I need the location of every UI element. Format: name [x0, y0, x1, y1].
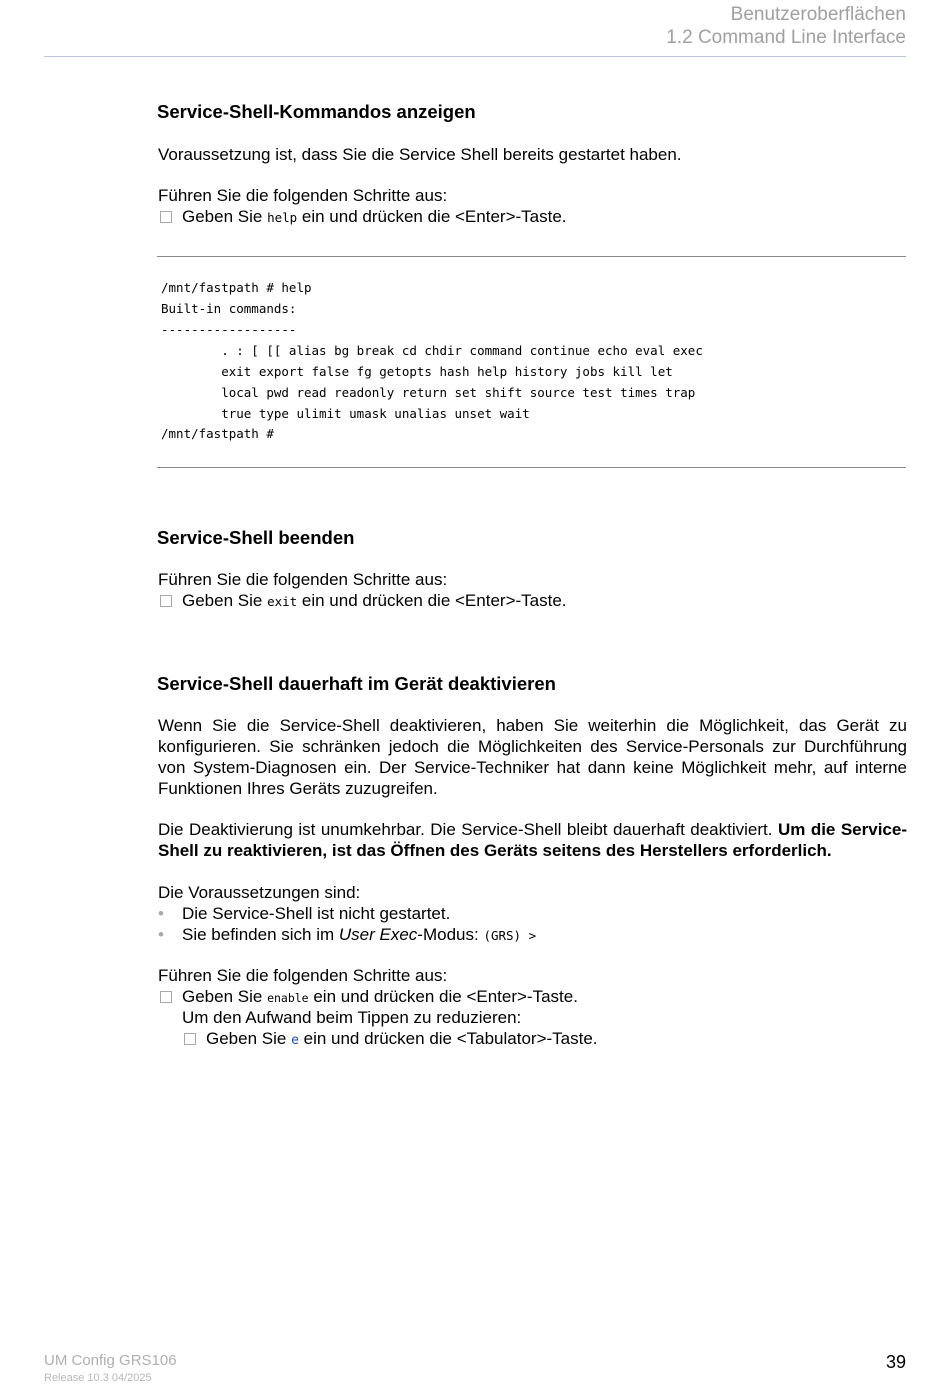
code-line: Built-in commands: [161, 301, 297, 316]
section-heading-exit-shell: Service-Shell beenden [157, 527, 355, 548]
header-section: 1.2 Command Line Interface [666, 27, 906, 48]
section2-step-1: Geben Sie exit ein und drücken die <Enter>-Taste. [158, 590, 567, 612]
code-line: exit export false fg getopts hash help history jobs kill let [161, 364, 673, 379]
code-bottom-rule [157, 467, 906, 468]
section3-steps-intro: Führen Sie die folgenden Schritte aus: [158, 966, 448, 985]
checkbox-icon [160, 991, 172, 1003]
section1-intro: Voraussetzung ist, dass Sie die Service Shell bereits gestartet haben. [158, 145, 682, 164]
code-line: ------------------ [161, 322, 297, 337]
warning-text: Um die Service-Shell zu reaktivieren, ist das Öffnen des Geräts seitens des Herstellers erforderlich. [158, 820, 907, 860]
inline-code: exit [267, 594, 298, 609]
section3-para1: Wenn Sie die Service-Shell deaktivieren, haben Sie weiterhin die Möglichkeit, das Gerät zu konfigurieren. Sie schränken jedoch die Möglichkeiten des Service-Personals zur Durchführung von System-Diagnosen ein. Der Service-Techniker hat dann keine Möglichkeit mehr, auf interne Funktionen Ihres Geräts zuzugreifen. [158, 716, 907, 798]
code-line: local pwd read readonly return set shift source test times trap [161, 385, 696, 400]
section2-steps-intro: Führen Sie die folgenden Schritte aus: [158, 570, 448, 589]
section3-sub-step: Geben Sie e ein und drücken die <Tabulator>-Taste. [182, 1028, 598, 1051]
code-line: true type ulimit umask unalias unset wait [161, 406, 530, 421]
page-number: 39 [885, 1352, 906, 1372]
bullet-icon: • [158, 904, 164, 923]
header-divider [44, 56, 906, 57]
footer-doc-title: UM Config GRS106 [44, 1352, 177, 1369]
inline-code: help [267, 210, 298, 225]
section-heading-show-commands: Service-Shell-Kommandos anzeigen [157, 101, 476, 122]
checkbox-icon [160, 211, 172, 223]
bullet-icon: • [158, 925, 164, 944]
inline-code: (GRS) > [483, 928, 537, 943]
code-line: /mnt/fastpath # [161, 426, 274, 441]
inline-code: enable [267, 991, 309, 1005]
code-line: /mnt/fastpath # help [161, 280, 312, 295]
inline-code: e [291, 1033, 299, 1048]
code-top-rule [157, 256, 906, 257]
section3-prereq-intro: Die Voraussetzungen sind: [158, 883, 361, 902]
checkbox-icon [184, 1033, 196, 1045]
code-line: . : [ [[ alias bg break cd chdir command continue echo eval exec [161, 343, 703, 358]
footer-release: Release 10.3 04/2025 [44, 1372, 152, 1384]
prereq-bullet-2: • Sie befinden sich im User Exec-Modus: (GRS) > [158, 925, 537, 944]
section-heading-disable-shell: Service-Shell dauerhaft im Gerät deaktivieren [157, 673, 556, 694]
header-chapter: Benutzeroberflächen [730, 4, 906, 25]
section3-step-1: Geben Sie enable ein und drücken die <Enter>-Taste. [158, 986, 578, 1009]
section3-para2: Die Deaktivierung ist unumkehrbar. Die Service-Shell bleibt dauerhaft deaktiviert. Um die Service-Shell zu reaktivieren, ist das Öffnen des Geräts seitens des Herstellers erforderlich. [158, 820, 907, 860]
prereq-bullet-1: • Die Service-Shell ist nicht gestartet. [158, 904, 451, 923]
checkbox-icon [160, 595, 172, 607]
section3-sub-intro: Um den Aufwand beim Tippen zu reduzieren: [182, 1008, 522, 1027]
section1-steps-intro: Führen Sie die folgenden Schritte aus: [158, 186, 448, 205]
section1-step-1: Geben Sie help ein und drücken die <Enter>-Taste. [158, 206, 567, 228]
